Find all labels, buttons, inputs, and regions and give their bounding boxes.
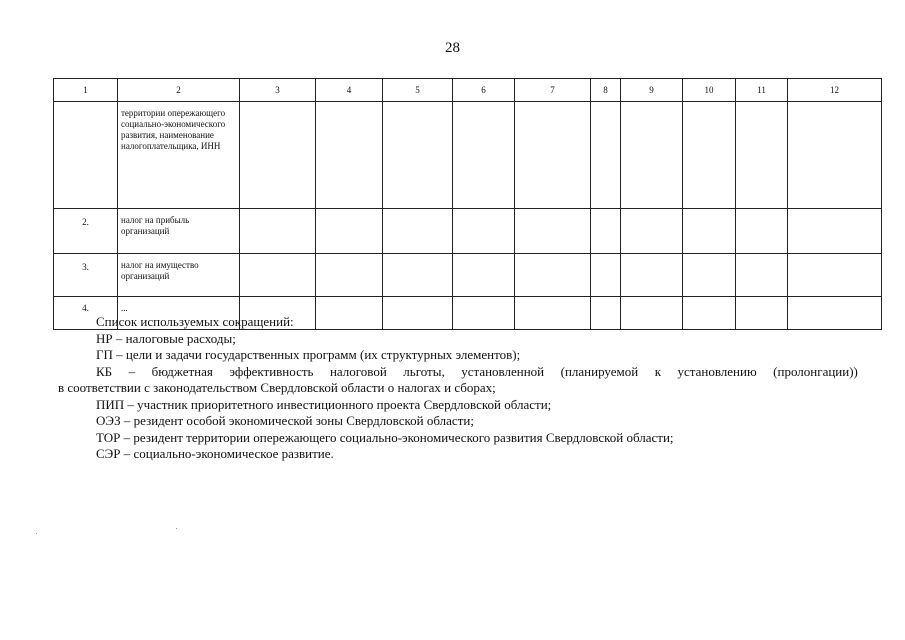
abbreviation-item: НР – налоговые расходы; (96, 330, 236, 346)
abbreviation-item-kb (58, 364, 858, 381)
empty-cell (240, 102, 316, 209)
scan-speck (36, 533, 37, 534)
column-header: 5 (383, 79, 453, 102)
row-label-cell: налог на имущество организаций (118, 254, 240, 297)
kb-word: эффективность (229, 363, 314, 379)
column-header: 7 (515, 79, 591, 102)
abbreviation-item: ТОР – резидент территории опережающего социально-экономического развития Свердловской области; (96, 429, 674, 445)
table-row (54, 254, 882, 297)
abbreviation-item: ПИП – участник приоритетного инвестиционного проекта Свердловской области; (96, 396, 552, 412)
row-number-cell: 2. (54, 209, 118, 254)
empty-cell (453, 102, 515, 209)
empty-cell (240, 209, 316, 254)
empty-cell (788, 102, 882, 209)
kb-word: налоговой (329, 363, 387, 379)
kb-word: – (128, 363, 136, 379)
empty-cell (788, 209, 882, 254)
row-label-cell: налог на прибыль организаций (118, 209, 240, 254)
empty-cell (515, 102, 591, 209)
empty-cell (621, 254, 683, 297)
abbreviation-item: ОЭЗ – резидент особой экономической зоны Свердловской области; (96, 413, 474, 428)
row-label-cell: территории опережающего социально-экономического развития, наименование налогоплательщика, ИНН (118, 102, 240, 209)
empty-cell (683, 254, 736, 297)
empty-cell (591, 102, 621, 209)
data-table (53, 78, 882, 330)
column-header: 11 (736, 79, 788, 102)
page-number: 28 (445, 40, 460, 56)
empty-cell (383, 102, 453, 209)
kb-word: (планируемой (560, 363, 639, 379)
empty-cell (736, 102, 788, 209)
column-header: 10 (683, 79, 736, 102)
empty-cell (240, 254, 316, 297)
empty-cell (736, 254, 788, 297)
column-header: 6 (453, 79, 515, 102)
kb-word: к (654, 363, 662, 379)
abbreviation-item: ГП – цели и задачи государственных программ (их структурных элементов); (96, 347, 521, 362)
table-row (54, 102, 882, 209)
kb-word: установленной (461, 363, 545, 379)
empty-cell (683, 102, 736, 209)
empty-cell (736, 209, 788, 254)
kb-word: бюджетная (151, 363, 213, 379)
empty-cell (591, 209, 621, 254)
scan-speck (176, 528, 177, 529)
table-header-row (54, 79, 882, 102)
abbreviations-heading: Список используемых сокращений: (96, 314, 294, 329)
empty-cell (383, 209, 453, 254)
empty-cell (515, 254, 591, 297)
empty-cell (515, 209, 591, 254)
row-label-cell: ... (118, 297, 240, 330)
empty-cell (591, 254, 621, 297)
empty-cell (316, 209, 383, 254)
empty-cell (316, 254, 383, 297)
kb-word: установлению (677, 363, 757, 379)
column-header: 8 (591, 79, 621, 102)
empty-cell (453, 209, 515, 254)
kb-word: льготы, (403, 363, 445, 379)
abbreviation-item-continuation: в соответствии с законодательством Свердловской области о налогах и сборах; (58, 380, 496, 395)
empty-cell (621, 102, 683, 209)
column-header: 2 (118, 79, 240, 102)
column-header: 4 (316, 79, 383, 102)
column-header: 3 (240, 79, 316, 102)
empty-cell (788, 254, 882, 297)
empty-cell (316, 102, 383, 209)
column-header: 9 (621, 79, 683, 102)
empty-cell (383, 254, 453, 297)
column-header: 1 (54, 79, 118, 102)
empty-cell (621, 209, 683, 254)
empty-cell (683, 209, 736, 254)
table-row (54, 209, 882, 254)
column-header: 12 (788, 79, 882, 102)
empty-cell (453, 254, 515, 297)
abbreviation-item: СЭР – социально-экономическое развитие. (96, 446, 334, 461)
kb-word: (пролонгации)) (773, 363, 858, 379)
row-number-cell (54, 102, 118, 209)
row-number-cell: 4. (54, 297, 118, 330)
kb-word: КБ (96, 363, 113, 379)
row-number-cell: 3. (54, 254, 118, 297)
abbreviations-list (58, 314, 858, 463)
